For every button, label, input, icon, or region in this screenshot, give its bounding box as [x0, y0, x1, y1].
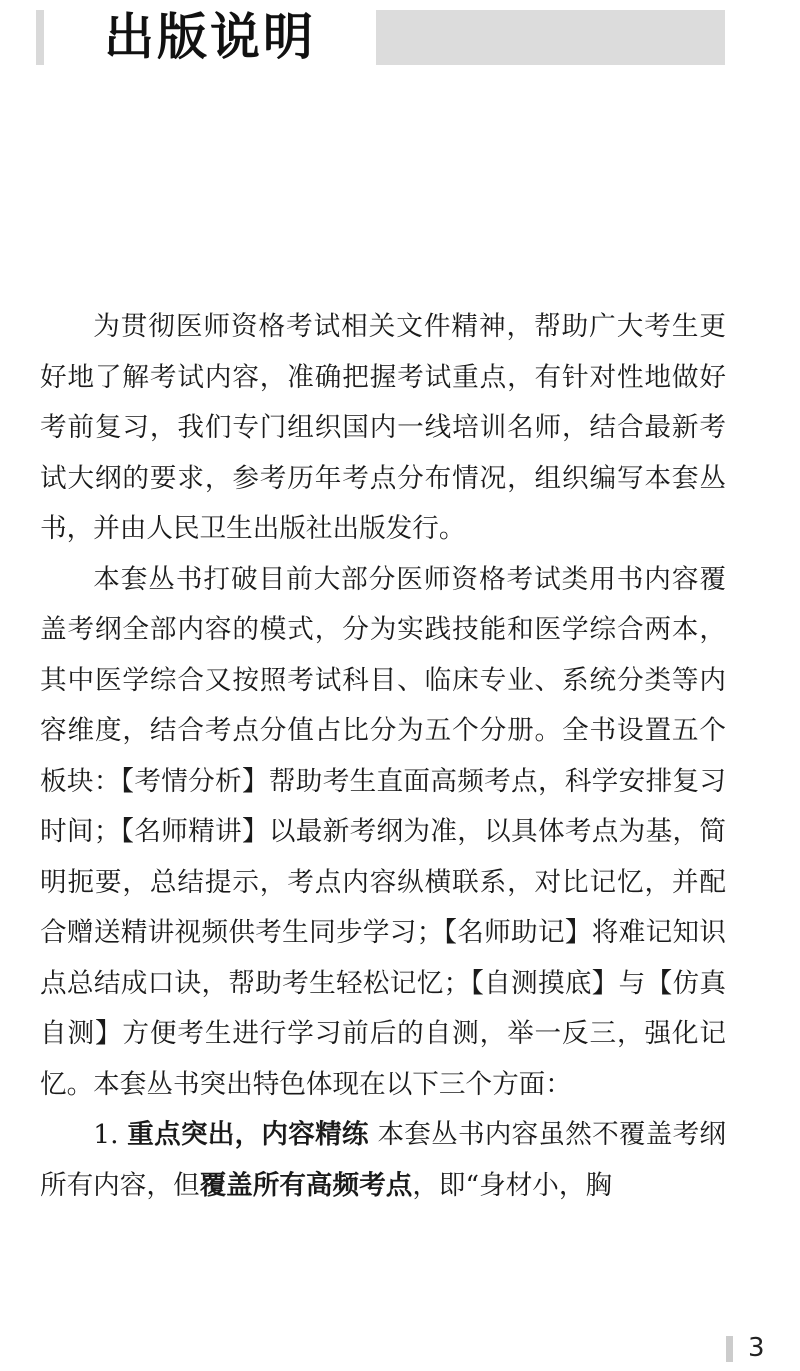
point-1 — [40, 1110, 726, 1211]
point-1-text-b: ，即“身材小，胸 — [412, 1169, 613, 1201]
header-left-bar — [36, 10, 44, 65]
point-1-number: 1. — [93, 1119, 119, 1150]
point-1-heading: 重点突出，内容精练 — [127, 1119, 369, 1150]
body-text — [40, 302, 726, 1211]
paragraph-intro: 为贯彻医师资格考试相关文件精神，帮助广大考生更好地了解考试内容，准确把握考试重点，有针对性地做好考前复习，我们专门组织国内一线培训名师，结合最新考试大纲的要求，参考历年考点分布情况，组织编写本套丛书，并由人民卫生出版社出版发行。 — [40, 311, 726, 544]
header-right-bar — [376, 10, 725, 65]
page-title: 出版说明 — [104, 8, 316, 66]
point-1-bold-text: 覆盖所有高频考点 — [199, 1169, 413, 1201]
paragraph-features: 本套丛书打破目前大部分医师资格考试类用书内容覆盖考纲全部内容的模式，分为实践技能和医学综合两本，其中医学综合又按照考试科目、临床专业、系统分类等内容维度，结合考点分值占比分为五个分册。全书设置五个板块：【考情分析】帮助考生直面高频考点，科学安排复习时间；【名师精讲】以最新考纲为准，以具体考点为基，简明扼要，总结提示，考点内容纵横联系，对比记忆，并配合赠送精讲视频供考生同步学习；【名师助记】将难记知识点总结成口诀，帮助考生轻松记忆；【自测摸底】与【仿真自测】方便考生进行学习前后的自测，举一反三，强化记忆。本套丛书突出特色体现在以下三个方面： — [40, 563, 726, 1100]
page-number: 3 — [748, 1333, 765, 1363]
point-1-text-a: 本套丛书内容虽然不覆盖考纲所有内容，但 — [40, 1119, 727, 1201]
page-number-bar — [726, 1336, 733, 1362]
